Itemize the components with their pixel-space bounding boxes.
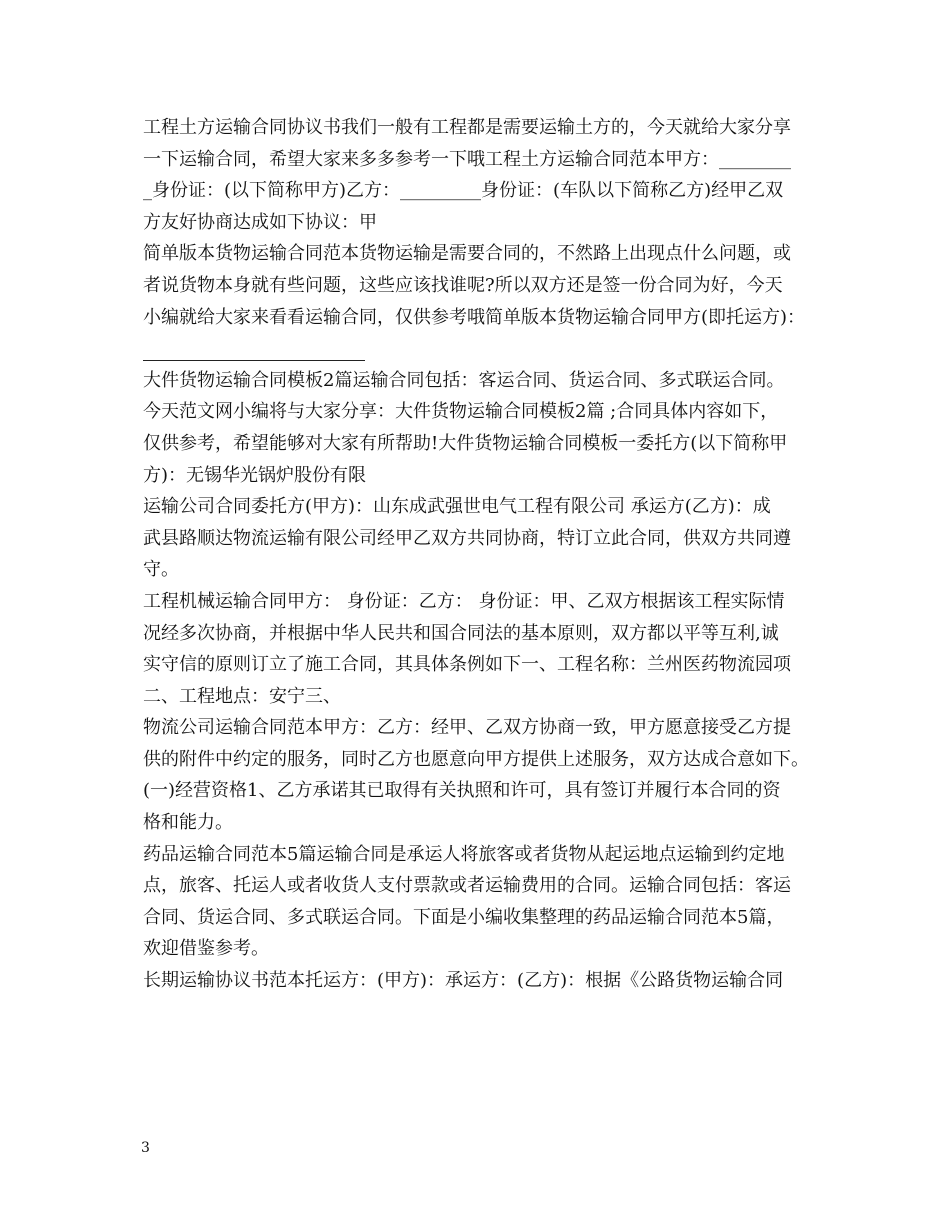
- text-line: 运输公司合同委托方(甲方)：山东成武强世电气工程有限公司 承运方(乙方)：成: [143, 496, 771, 518]
- text-line: 合同、货运合同、多式联运合同。下面是小编收集整理的药品运输合同范本5篇，: [143, 906, 785, 928]
- text-line: 武县路顺达物流运输有限公司经甲乙双方共同协商，特订立此合同，供双方共同遵: [143, 527, 791, 549]
- page-number: 3: [141, 1140, 150, 1156]
- text-line: 方友好协商达成如下协议：甲: [143, 211, 377, 233]
- text-line: 简单版本货物运输合同范本货物运输是需要合同的，不然路上出现点什么问题，或: [143, 243, 791, 265]
- text-line: 今天范文网小编将与大家分享：大件货物运输合同模板2篇 ;合同具体内容如下，: [143, 401, 779, 423]
- paragraph-logistics-contract: [143, 712, 808, 838]
- text-line: (一)经营资格1、乙方承诺其已取得有关执照和许可，具有签订并履行本合同的资: [143, 780, 781, 802]
- paragraph-bulk-cargo-template: [143, 365, 808, 491]
- text-line: 小编就给大家来看看运输合同，仅供参考哦简单版本货物运输合同甲方(即托运方)：: [143, 306, 806, 328]
- text-line: 物流公司运输合同范本甲方：乙方：经甲、乙双方协商一致，甲方愿意接受乙方提: [143, 717, 791, 739]
- paragraph-transport-company-contract: [143, 491, 808, 586]
- text-line: 况经多次协商，并根据中华人民共和国合同法的基本原则，双方都以平等互利,诚: [143, 622, 779, 644]
- text-line: 格和能力。: [143, 812, 233, 834]
- text-line: 工程机械运输合同甲方： 身份证：乙方： 身份证：甲、乙双方根据该工程实际情: [143, 590, 785, 612]
- text-line: 二、工程地点：安宁三、: [143, 685, 341, 707]
- text-line: 大件货物运输合同模板2篇运输合同包括：客运合同、货运合同、多式联运合同。: [143, 369, 785, 391]
- text-line: 方)：无锡华光锅炉股份有限: [143, 464, 367, 486]
- paragraph-earthwork-contract: [143, 112, 808, 238]
- text-line: 仅供参考，希望能够对大家有所帮助!大件货物运输合同模板一委托方(以下简称甲: [143, 432, 788, 454]
- blank-underline: [143, 333, 808, 365]
- text-line: 长期运输协议书范本托运方：(甲方)：承运方：(乙方)：根据《公路货物运输合同: [143, 970, 784, 992]
- paragraph-long-term-agreement: [143, 965, 808, 997]
- text-line: 实守信的原则订立了施工合同，其具体条例如下一、工程名称：兰州医药物流园项: [143, 654, 791, 676]
- paragraph-simple-cargo-contract: [143, 238, 808, 364]
- text-line: 供的附件中约定的服务，同时乙方也愿意向甲方提供上述服务，双方达成合意如下。: [143, 748, 809, 770]
- text-line: 守。: [143, 559, 179, 581]
- paragraph-machinery-transport-contract: [143, 586, 808, 712]
- text-line: 工程土方运输合同协议书我们一般有工程都是需要运输土方的，今天就给大家分享: [143, 117, 791, 138]
- paragraph-pharma-transport-contract: [143, 839, 808, 965]
- text-line: 者说货物本身就有些问题，这些应该找谁呢?所以双方还是签一份合同为好，今天: [143, 274, 783, 296]
- text-line: 点，旅客、托运人或者收货人支付票款或者运输费用的合同。运输合同包括：客运: [143, 875, 791, 897]
- document-body: [143, 112, 808, 997]
- text-line: 欢迎借鉴参考。: [143, 938, 269, 960]
- underline-rule: [143, 360, 365, 361]
- text-line: _身份证：(以下简称甲方)乙方：_________身份证：(车队以下简称乙方)经甲乙双: [143, 180, 784, 202]
- text-line: 一下运输合同，希望大家来多多参考一下哦工程土方运输合同范本甲方：________: [143, 148, 791, 170]
- text-line: 药品运输合同范本5篇运输合同是承运人将旅客或者货物从起运地点运输到约定地: [143, 843, 785, 865]
